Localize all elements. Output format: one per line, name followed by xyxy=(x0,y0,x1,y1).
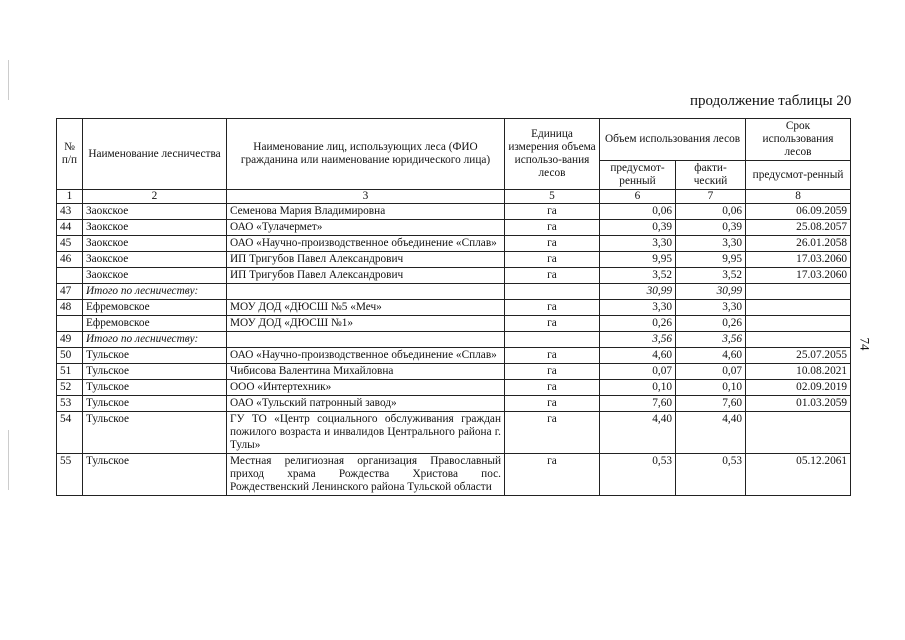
planned-volume: 4,40 xyxy=(600,412,676,454)
term-date: 25.08.2057 xyxy=(746,220,851,236)
table-row xyxy=(57,364,851,380)
actual-volume: 30,99 xyxy=(676,284,746,300)
user-name: МОУ ДОД «ДЮСШ №5 «Меч» xyxy=(227,300,505,316)
actual-volume: 4,40 xyxy=(676,412,746,454)
unit: га xyxy=(505,380,600,396)
unit: га xyxy=(505,396,600,412)
actual-volume: 0,26 xyxy=(676,316,746,332)
table-row xyxy=(57,268,851,284)
planned-volume: 7,60 xyxy=(600,396,676,412)
row-number: 54 xyxy=(57,412,83,454)
header-no: № п/п xyxy=(57,119,83,190)
unit: га xyxy=(505,454,600,496)
planned-volume: 3,56 xyxy=(600,332,676,348)
header-volume: Объем использования лесов xyxy=(600,119,746,161)
user-name xyxy=(227,332,505,348)
row-number: 44 xyxy=(57,220,83,236)
forestry-name: Тульское xyxy=(83,348,227,364)
table-row xyxy=(57,300,851,316)
header-unit: Единица измерения объема использо-вания лесов xyxy=(505,119,600,190)
actual-volume: 4,60 xyxy=(676,348,746,364)
header-planned: предусмот-ренный xyxy=(600,161,676,190)
table-row xyxy=(57,316,851,332)
forestry-name: Тульское xyxy=(83,380,227,396)
forestry-name: Заокское xyxy=(83,220,227,236)
row-number: 48 xyxy=(57,300,83,316)
actual-volume: 7,60 xyxy=(676,396,746,412)
term-date: 06.09.2059 xyxy=(746,204,851,220)
column-number: 8 xyxy=(746,190,851,204)
table-row xyxy=(57,348,851,364)
term-date xyxy=(746,316,851,332)
row-number: 53 xyxy=(57,396,83,412)
column-number: 5 xyxy=(505,190,600,204)
row-number: 50 xyxy=(57,348,83,364)
unit: га xyxy=(505,268,600,284)
actual-volume: 3,30 xyxy=(676,300,746,316)
column-number: 6 xyxy=(600,190,676,204)
user-name: ОАО «Тулачермет» xyxy=(227,220,505,236)
user-name xyxy=(227,284,505,300)
table-row xyxy=(57,236,851,252)
actual-volume: 3,30 xyxy=(676,236,746,252)
row-number: 51 xyxy=(57,364,83,380)
term-date: 17.03.2060 xyxy=(746,252,851,268)
total-label: Итого по лесничеству: xyxy=(83,284,227,300)
total-label: Итого по лесничеству: xyxy=(83,332,227,348)
table-row xyxy=(57,412,851,454)
planned-volume: 4,60 xyxy=(600,348,676,364)
table-total-row xyxy=(57,284,851,300)
term-date xyxy=(746,300,851,316)
planned-volume: 0,06 xyxy=(600,204,676,220)
term-date xyxy=(746,284,851,300)
user-name: Семенова Мария Владимировна xyxy=(227,204,505,220)
forestry-name: Заокское xyxy=(83,252,227,268)
user-name: Чибисова Валентина Михайловна xyxy=(227,364,505,380)
user-name: Местная религиозная организация Православный приход храма Рождества Христова пос. Рождественский Ленинского района Тульской области xyxy=(227,454,505,496)
page-number: 74 xyxy=(857,337,873,351)
unit: га xyxy=(505,236,600,252)
user-name: ИП Тригубов Павел Александрович xyxy=(227,268,505,284)
term-date xyxy=(746,412,851,454)
actual-volume: 3,56 xyxy=(676,332,746,348)
table-row xyxy=(57,380,851,396)
actual-volume: 0,07 xyxy=(676,364,746,380)
unit xyxy=(505,332,600,348)
table-row xyxy=(57,454,851,496)
forest-use-table xyxy=(56,118,851,496)
planned-volume: 3,52 xyxy=(600,268,676,284)
term-date: 25.07.2055 xyxy=(746,348,851,364)
table-row xyxy=(57,220,851,236)
term-date xyxy=(746,332,851,348)
column-number-row xyxy=(57,190,851,204)
planned-volume: 3,30 xyxy=(600,236,676,252)
table-row xyxy=(57,252,851,268)
user-name: ООО «Интертехник» xyxy=(227,380,505,396)
unit: га xyxy=(505,316,600,332)
term-date: 26.01.2058 xyxy=(746,236,851,252)
actual-volume: 0,10 xyxy=(676,380,746,396)
user-name: МОУ ДОД «ДЮСШ №1» xyxy=(227,316,505,332)
header-forestry: Наименование лесничества xyxy=(83,119,227,190)
planned-volume: 3,30 xyxy=(600,300,676,316)
row-number: 55 xyxy=(57,454,83,496)
user-name: ИП Тригубов Павел Александрович xyxy=(227,252,505,268)
forestry-name: Тульское xyxy=(83,412,227,454)
actual-volume: 0,06 xyxy=(676,204,746,220)
row-number: 43 xyxy=(57,204,83,220)
user-name: ГУ ТО «Центр социального обслуживания граждан пожилого возраста и инвалидов Центрального района г. Тулы» xyxy=(227,412,505,454)
forestry-name: Ефремовское xyxy=(83,300,227,316)
user-name: ОАО «Научно-производственное объединение «Сплав» xyxy=(227,348,505,364)
table-header-row xyxy=(57,119,851,161)
forestry-name: Ефремовское xyxy=(83,316,227,332)
actual-volume: 3,52 xyxy=(676,268,746,284)
actual-volume: 9,95 xyxy=(676,252,746,268)
unit: га xyxy=(505,300,600,316)
row-number: 52 xyxy=(57,380,83,396)
forestry-name: Заокское xyxy=(83,236,227,252)
header-term: Срок использования лесов xyxy=(746,119,851,161)
table-row xyxy=(57,204,851,220)
unit xyxy=(505,284,600,300)
planned-volume: 30,99 xyxy=(600,284,676,300)
table-row xyxy=(57,396,851,412)
unit: га xyxy=(505,348,600,364)
row-number xyxy=(57,316,83,332)
row-number xyxy=(57,268,83,284)
forestry-name: Тульское xyxy=(83,454,227,496)
actual-volume: 0,53 xyxy=(676,454,746,496)
user-name: ОАО «Тульский патронный завод» xyxy=(227,396,505,412)
planned-volume: 9,95 xyxy=(600,252,676,268)
scan-margin-mark xyxy=(8,60,9,100)
header-actual: факти-ческий xyxy=(676,161,746,190)
forestry-name: Тульское xyxy=(83,396,227,412)
unit: га xyxy=(505,220,600,236)
row-number: 47 xyxy=(57,284,83,300)
row-number: 49 xyxy=(57,332,83,348)
column-number: 7 xyxy=(676,190,746,204)
term-date: 10.08.2021 xyxy=(746,364,851,380)
column-number: 3 xyxy=(227,190,505,204)
column-number: 1 xyxy=(57,190,83,204)
term-date: 17.03.2060 xyxy=(746,268,851,284)
planned-volume: 0,10 xyxy=(600,380,676,396)
forestry-name: Заокское xyxy=(83,204,227,220)
actual-volume: 0,39 xyxy=(676,220,746,236)
planned-volume: 0,26 xyxy=(600,316,676,332)
term-date: 01.03.2059 xyxy=(746,396,851,412)
table-body xyxy=(57,204,851,496)
unit: га xyxy=(505,252,600,268)
unit: га xyxy=(505,204,600,220)
header-user: Наименование лиц, использующих леса (ФИО гражданина или наименование юридического лица) xyxy=(227,119,505,190)
planned-volume: 0,53 xyxy=(600,454,676,496)
table-caption: продолжение таблицы 20 xyxy=(690,93,852,109)
row-number: 46 xyxy=(57,252,83,268)
header-term-planned: предусмот-ренный xyxy=(746,161,851,190)
forestry-name: Заокское xyxy=(83,268,227,284)
scan-margin-mark xyxy=(8,430,9,490)
term-date: 05.12.2061 xyxy=(746,454,851,496)
term-date: 02.09.2019 xyxy=(746,380,851,396)
forestry-name: Тульское xyxy=(83,364,227,380)
unit: га xyxy=(505,364,600,380)
user-name: ОАО «Научно-производственное объединение «Сплав» xyxy=(227,236,505,252)
planned-volume: 0,39 xyxy=(600,220,676,236)
row-number: 45 xyxy=(57,236,83,252)
column-number: 2 xyxy=(83,190,227,204)
table-total-row xyxy=(57,332,851,348)
unit: га xyxy=(505,412,600,454)
planned-volume: 0,07 xyxy=(600,364,676,380)
